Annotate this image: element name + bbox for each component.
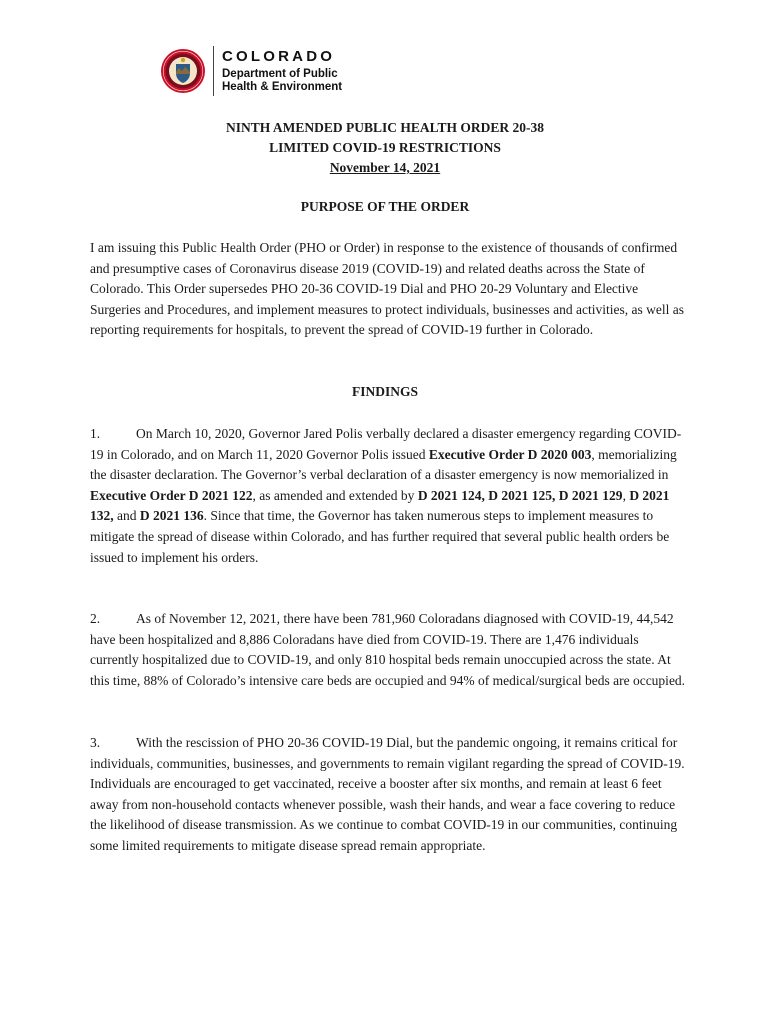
order-subtitle: LIMITED COVID-19 RESTRICTIONS: [269, 140, 501, 155]
letterhead-divider: [213, 46, 214, 96]
finding-text-segment: ,: [622, 487, 630, 503]
order-title-block: [0, 118, 770, 178]
finding-text: [90, 426, 681, 565]
finding-item: [90, 424, 686, 568]
order-title: NINTH AMENDED PUBLIC HEALTH ORDER 20-38: [226, 120, 544, 135]
bold-reference: D 2021 136: [139, 508, 204, 524]
bold-reference: D 2021 124, D 2021 125, D 2021 129: [417, 487, 623, 503]
finding-item: [90, 733, 686, 857]
letterhead-text: [222, 48, 342, 94]
findings-heading: FINDINGS: [351, 384, 418, 399]
finding-text-segment: As of November 12, 2021, there have been 781,960 Coloradans diagnosed with COVID-19, 44,542 have been hospitalized and 8,886 Coloradans have died from COVID-19. There are 1,476 individuals currently hospitalized due to COVID-19, and only 810 hospital beds remain unoccupied across the state. At this time, 88% of Colorado’s intensive care beds are occupied and 94% of medical/surgical beds are occupied.: [90, 611, 686, 688]
finding-item: [90, 609, 686, 691]
purpose-paragraph: I am issuing this Public Health Order (PHO or Order) in response to the existence of thousands of confirmed and presumptive cases of Coronavirus disease 2019 (COVID-19) and related deaths across the State of Colorado. This Order supersedes PHO 20-36 COVID-19 Dial and PHO 20-29 Voluntary and Elective Surgeries and Procedures, and implement measures to protect individuals, businesses and activities, as well as reporting requirements for hospitals, to prevent the spread of COVID-19 further in Colorado.: [90, 240, 684, 338]
finding-text-segment: , memorializing the disaster declaration. The Governor’s verbal declaration of a disaster emergency is now memorialized in: [90, 446, 677, 483]
purpose-heading: PURPOSE OF THE ORDER: [300, 199, 470, 214]
finding-text-segment: . Since that time, the Governor has taken numerous steps to implement measures to mitigate the spread of disease within Colorado, and has further required that several public health orders be issued to implement his orders.: [90, 508, 670, 565]
finding-text: [90, 735, 685, 853]
finding-text: [90, 611, 685, 688]
letterhead: [160, 44, 342, 98]
finding-number: 1.: [90, 426, 101, 441]
finding-number: 2.: [90, 611, 101, 626]
department-name-line1: Department of Public: [222, 68, 338, 80]
finding-text-segment: , as amended and extended by: [252, 487, 418, 503]
finding-text-segment: With the rescission of PHO 20-36 COVID-19 Dial, but the pandemic ongoing, it remains critical for individuals, communities, businesses, and governments to remain vigilant regarding the spread of COVID-19. Individuals are encouraged to get vaccinated, receive a booster after six months, and remain at least 6 feet away from non-household contacts whenever possible, wash their hands, and wear a face covering to reduce the likelihood of disease transmission. As we continue to combat COVID-19 in our communities, continuing some limited requirements to mitigate disease spread remain appropriate.: [90, 735, 685, 853]
department-name-line2: Health & Environment: [222, 81, 343, 93]
bold-reference: Executive Order D 2020 003: [428, 446, 592, 462]
bold-reference: Executive Order D 2021 122: [90, 487, 253, 503]
finding-number: 3.: [90, 735, 101, 750]
state-name: COLORADO: [222, 48, 336, 65]
bold-reference: D 2021 132,: [90, 487, 670, 524]
finding-text-segment: and: [113, 508, 140, 524]
state-seal-logo: [160, 48, 206, 94]
finding-text-segment: On March 10, 2020, Governor Jared Polis verbally declared a disaster emergency regarding COVID-19 in Colorado, and on March 11, 2020 Governor Polis issued: [90, 426, 682, 462]
order-date: November 14, 2021: [329, 160, 441, 175]
